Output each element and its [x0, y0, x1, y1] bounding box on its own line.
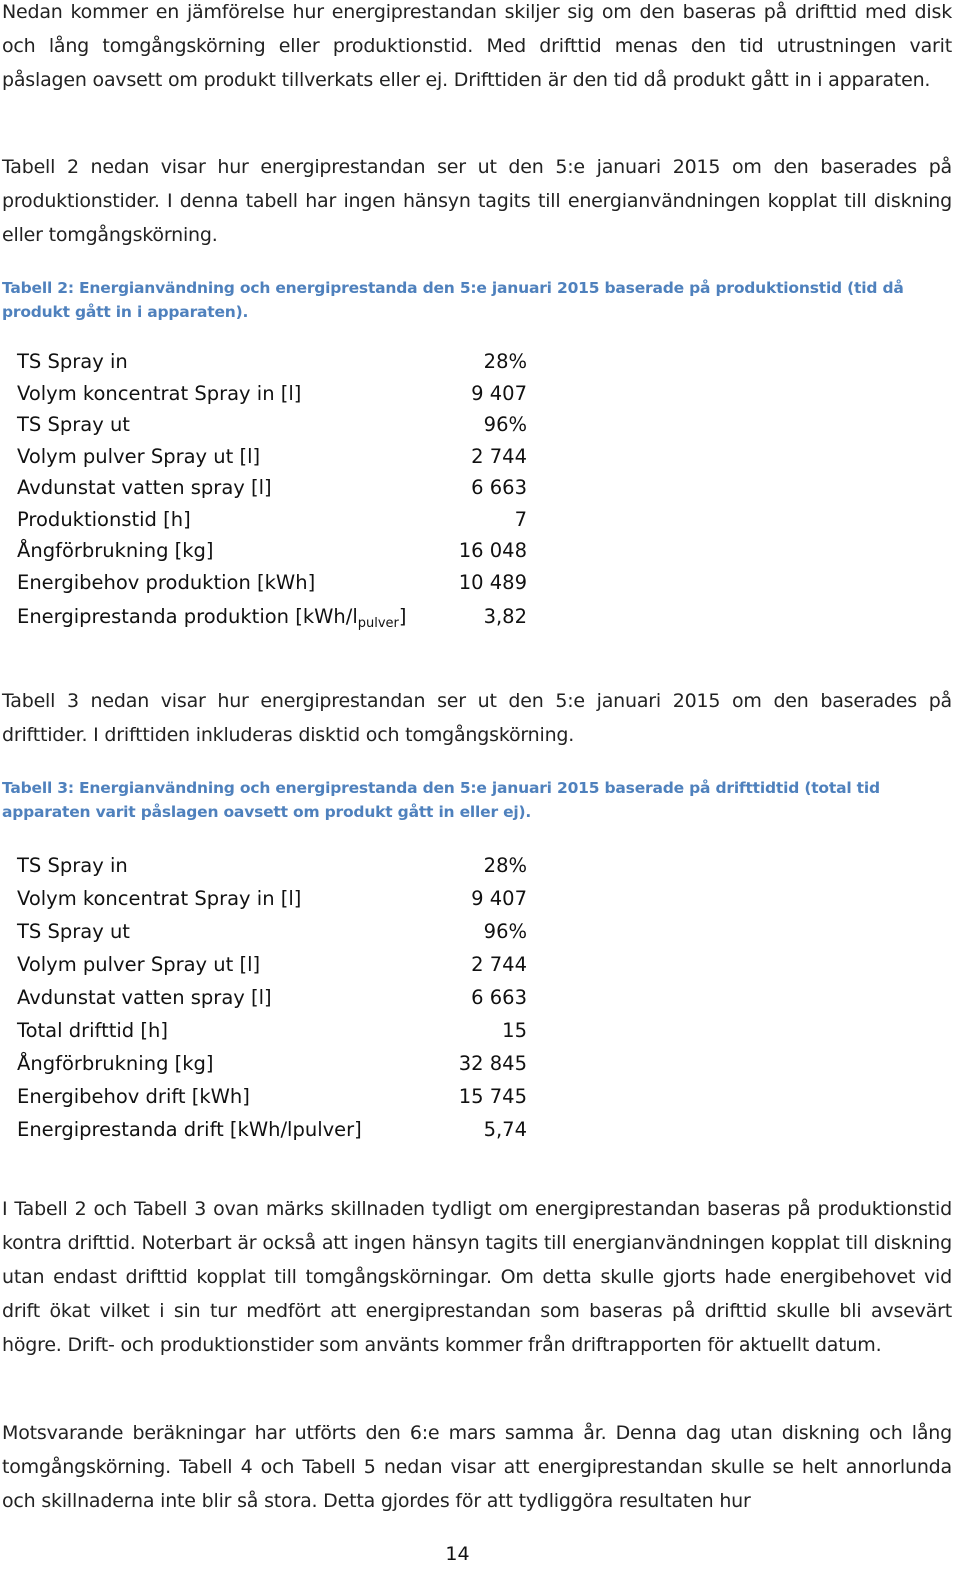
row-label-subscript: pulver: [357, 615, 399, 631]
row-value: 7: [514, 507, 527, 531]
row-label: TS Spray ut: [17, 920, 130, 943]
row-label: Ångförbrukning [kg]: [17, 539, 214, 563]
table-row: [17, 1113, 527, 1146]
page-number: 14: [445, 1543, 470, 1565]
table-row: [17, 346, 527, 378]
table-row: [17, 948, 527, 981]
table-row: [17, 882, 527, 915]
table-row: [17, 409, 527, 441]
table-row: [17, 1047, 527, 1080]
row-label: Energibehov drift [kWh]: [17, 1085, 250, 1108]
row-label: Avdunstat vatten spray [l]: [17, 986, 272, 1009]
march-paragraph: Motsvarande beräkningar har utförts den 6:e mars samma år. Denna dag utan diskning och lång tomgångskörning. Tabell 4 och Tabell 5 nedan visar att energiprestandan skulle se helt annorlunda och skillnaderna inte blir så stora. Detta gjordes för att tydliggöra resultaten hur: [2, 1422, 952, 1512]
table-row: [17, 567, 527, 599]
row-label: Volym koncentrat Spray in [l]: [17, 381, 302, 405]
table-row: [17, 598, 527, 634]
comparison-paragraph: I Tabell 2 och Tabell 3 ovan märks skillnaden tydligt om energiprestandan baseras på produktionstid kontra drifttid. Noterbart är också att ingen hänsyn tagits till energianvändningen kopplat till diskning utan endast drifttid kopplat till tomgångskörningar. Om detta skulle gjorts hade energibehovet vid drift ökat vilket i sin tur medfört att energiprestandan som baseras på drifttid skulle bli avsevärt högre. Drift- och produktionstider som använts kommer från driftrapporten för aktuellt datum.: [2, 1198, 952, 1356]
row-label: Energibehov produktion [kWh]: [17, 570, 316, 594]
row-label: Ångförbrukning [kg]: [17, 1052, 214, 1075]
row-label: Produktionstid [h]: [17, 507, 191, 531]
row-label: Volym koncentrat Spray in [l]: [17, 887, 302, 910]
table2-caption: Tabell 2: Energianvändning och energiprestanda den 5:e januari 2015 baserade på produktionstid (tid då produkt gått in i apparaten).: [2, 279, 904, 321]
row-value: 96%: [483, 413, 527, 437]
table-row: [17, 472, 527, 504]
row-value: 28%: [483, 350, 527, 374]
table-row: [17, 441, 527, 473]
row-label: [17, 598, 447, 634]
row-value: 6 663: [471, 476, 527, 500]
row-value: 10 489: [458, 570, 527, 594]
row-value: 32 845: [458, 1052, 527, 1075]
row-label: Energiprestanda drift [kWh/lpulver]: [17, 1118, 362, 1141]
row-value: 2 744: [471, 444, 527, 468]
table-row: [17, 378, 527, 410]
table2-intro-paragraph: [2, 150, 952, 252]
row-value: 9 407: [471, 887, 527, 910]
row-value: 28%: [483, 854, 527, 877]
row-label: Volym pulver Spray ut [l]: [17, 444, 261, 468]
intro-paragraph: Nedan kommer en jämförelse hur energiprestandan skiljer sig om den baseras på drifttid med disk och lång tomgångskörning eller produktionstid. Med drifttid menas den tid utrustningen varit påslagen oavsett om produkt tillverkats eller ej. Drifttiden är den tid då produkt gått in i apparaten.: [2, 1, 952, 91]
table-row: [17, 1080, 527, 1113]
row-value: 9 407: [471, 381, 527, 405]
table2: [17, 346, 527, 634]
row-label: Total drifttid [h]: [17, 1019, 168, 1042]
row-value: 96%: [483, 920, 527, 943]
row-label: Avdunstat vatten spray [l]: [17, 476, 272, 500]
table-row: [17, 915, 527, 948]
row-value: 15: [502, 1019, 527, 1042]
table-row: [17, 849, 527, 882]
row-value: 5,74: [483, 1118, 527, 1141]
table-row: [17, 535, 527, 567]
row-value: 16 048: [458, 539, 527, 563]
row-value: 3,82: [483, 604, 527, 628]
row-value: 6 663: [471, 986, 527, 1009]
table-row: [17, 504, 527, 536]
table-row: [17, 981, 527, 1014]
row-value: 2 744: [471, 953, 527, 976]
table3-caption: Tabell 3: Energianvändning och energiprestanda den 5:e januari 2015 baserade på drifttidtid (total tid apparaten varit påslagen oavsett om produkt gått in eller ej).: [2, 779, 880, 821]
table2-intro-sentence-b: I denna tabell har ingen hänsyn tagits till energianvändningen kopplat till diskning eller tomgångskörning.: [2, 190, 952, 246]
table3: [17, 849, 527, 1146]
table2-intro-sentence-a: Tabell 2 nedan visar hur energiprestandan ser ut den 5:e januari 2015 om den baserades på produktionstider.: [2, 156, 952, 212]
table-row: [17, 1014, 527, 1047]
row-label-main: Energiprestanda produktion [kWh/l: [17, 604, 358, 628]
row-label: TS Spray in: [17, 854, 128, 877]
row-label-end: ]: [398, 604, 407, 628]
row-value: 15 745: [458, 1085, 527, 1108]
row-label: TS Spray in: [17, 350, 128, 374]
row-label: Volym pulver Spray ut [l]: [17, 953, 261, 976]
row-label: TS Spray ut: [17, 413, 130, 437]
table3-intro-paragraph: Tabell 3 nedan visar hur energiprestandan ser ut den 5:e januari 2015 om den baserades på drifttider. I drifttiden inkluderas disktid och tomgångskörning.: [2, 690, 952, 746]
